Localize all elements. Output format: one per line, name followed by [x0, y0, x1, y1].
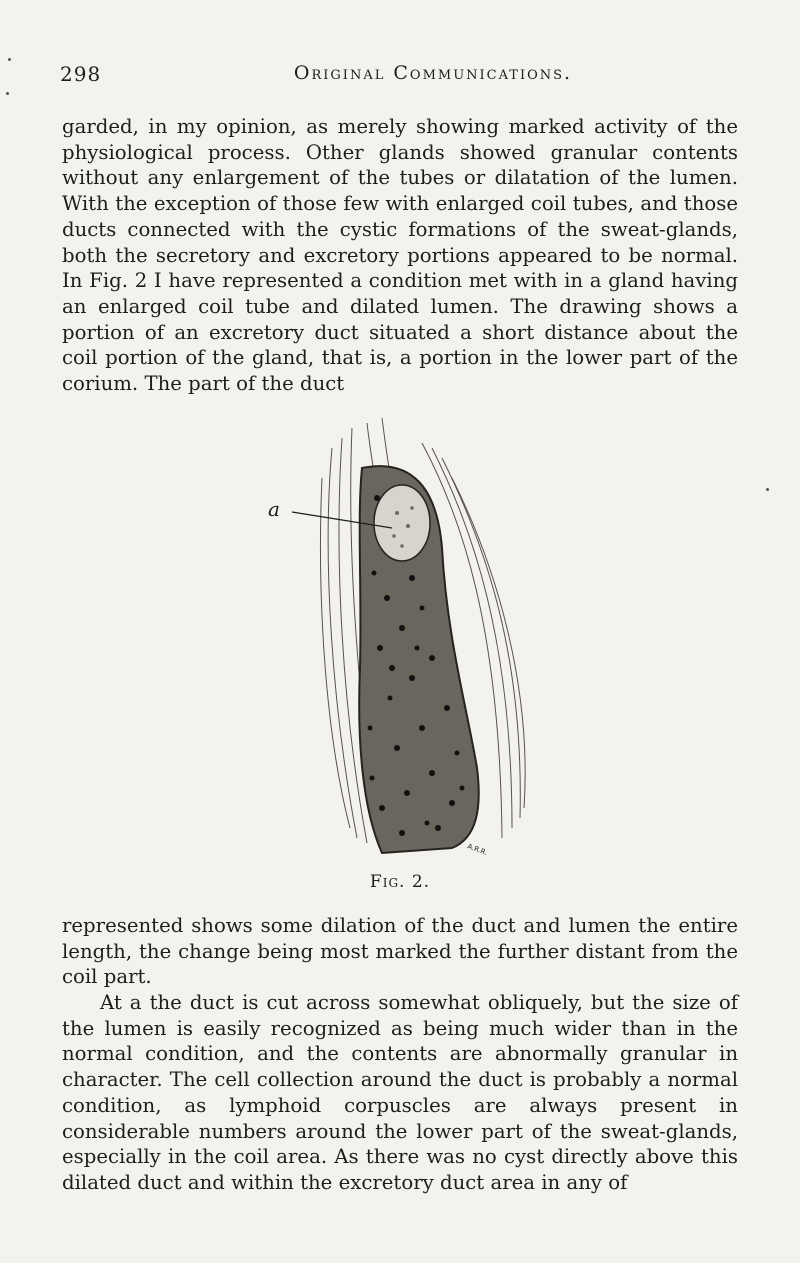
duct-drawing	[262, 408, 552, 868]
body-paragraph-2: represented shows some dilation of the duct and lumen the entire length, the change being most marked the further distant from the coil part.	[62, 914, 738, 989]
figure-duct-illustration	[262, 408, 552, 868]
print-speck	[766, 488, 769, 491]
print-speck	[8, 58, 11, 61]
body-paragraph-1: garded, in my opinion, as merely showing marked activity of the physiological process. Other glands showed granular contents without any enlargement of the tubes or dilatation of the lumen. With the exception of those few with enlarged coil tubes, and those ducts connected with the cystic formations of the sweat-glands, both the secretory and excretory portions appeared to be normal. In Fig. 2 I have represented a condition met with in a gland having an enlarged coil tube and dilated lumen. The drawing shows a portion of an excretory duct situated a short distance about the coil portion of the gland, that is, a portion in the lower part of the corium. The part of the duct	[62, 115, 738, 396]
artist-signature: A.R.R.	[466, 842, 489, 857]
page-header	[60, 62, 736, 92]
page-number: 298	[60, 62, 102, 86]
figure-caption: Fig. 2.	[369, 872, 431, 892]
figure-label-a: a	[268, 497, 280, 521]
print-speck	[6, 92, 9, 95]
running-title: Original Communications.	[293, 62, 573, 84]
body-paragraph-3: At a the duct is cut across somewhat obliquely, but the size of the lumen is easily recognized as being much wider than in the normal condition, and the contents are abnormally granular in character. The cell collection around the duct is probably a normal condition, as lymphoid corpuscles are always present in considerable numbers around the lower part of the sweat-glands, especially in the coil area. As there was no cyst directly above this dilated duct and within the excretory duct area in any of	[62, 991, 738, 1194]
